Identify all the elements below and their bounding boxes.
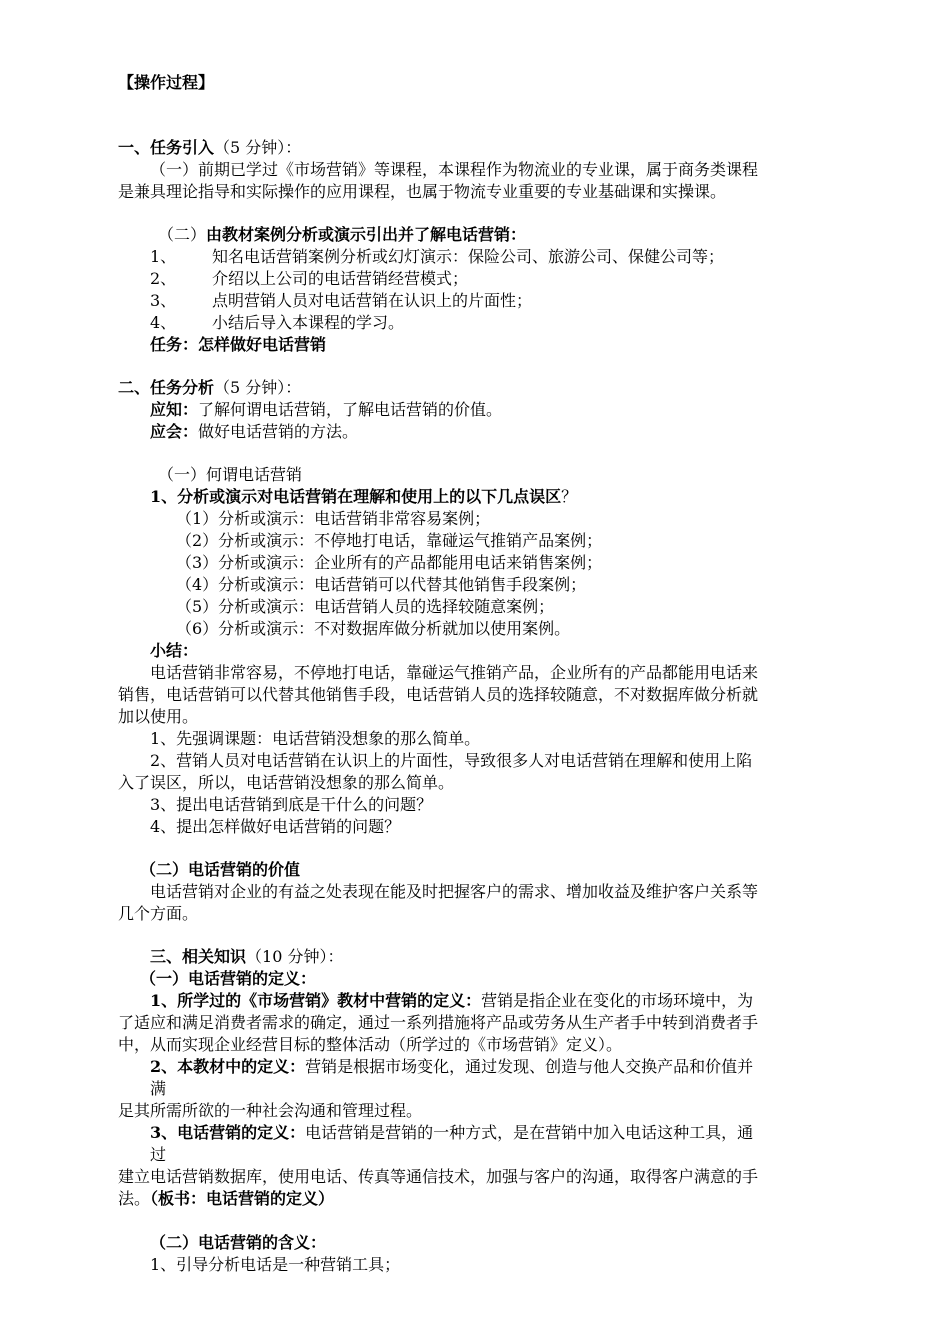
case-item: （5）分析或演示：电话营销人员的选择较随意案例； [176,597,555,616]
definition-label: 2、本教材中的定义： [150,1057,306,1076]
list-item [150,291,532,311]
point-item: 1、先强调课题：电话营销没想象的那么简单。 [150,729,481,748]
paragraph-line: 入了误区，所以，电话营销没想象的那么简单。 [118,773,455,792]
list-item-number: 2、 [150,269,177,288]
subsection-heading: （二）电话营销的含义： [150,1233,327,1252]
list-item-number: 3、 [150,291,177,310]
section-1-title: 一、任务引入 [118,138,215,157]
paragraph-line: 加以使用。 [118,707,199,726]
paragraph-line: 过 [150,1145,167,1164]
question-text: 1、分析或演示对电话营销在理解和使用上的以下几点误区 [150,487,562,506]
section-header: 【操作过程】 [118,73,215,92]
subsection-title: 由教材案例分析或演示引出并了解电话营销： [206,225,527,244]
subsection-heading: （二）电话营销的价值 [140,860,301,879]
section-1-heading [118,138,301,158]
section-3-title: 三、相关知识 [150,947,247,966]
paragraph-text: 法。 [118,1189,151,1208]
paragraph-line: 电话营销非常容易，不停地打电话，靠碰运气推销产品，企业所有的产品都能用电话来 [150,663,759,682]
case-item: （1）分析或演示：电话营销非常容易案例； [176,509,491,528]
list-item-number: 1、 [150,247,177,266]
subsection-heading: （一）电话营销的定义： [140,969,317,988]
definition-text: 营销是根据市场变化，通过发现、创造与他人交换产品和价值并 [305,1057,754,1076]
subsection-number: （二） [158,225,207,244]
section-2-title: 二、任务分析 [118,378,215,397]
know-label: 应知： [150,400,199,419]
definition-text: 营销是指企业在变化的市场环境中，为 [481,991,754,1010]
board-note: （板书：电话营销的定义） [150,1189,335,1208]
list-item-number: 4、 [150,313,177,332]
paragraph-line: 了适应和满足消费者需求的确定，通过一系列措施将产品或劳务从生产者手中转到消费者手 [118,1013,759,1032]
point-item: 2、营销人员对电话营销在认识上的片面性，导致很多人对电话营销在理解和使用上陷 [150,751,753,770]
definition-label: 3、电话营销的定义： [150,1123,306,1142]
definition-line [150,991,753,1011]
paragraph-line: 销售，电话营销可以代替其他销售手段，电话营销人员的选择较随意，不对数据库做分析就 [118,685,759,704]
section-1-time: （5 分钟）： [214,138,302,157]
can-line [150,422,358,442]
section-3-heading [150,947,343,967]
definition-text: 电话营销是营销的一种方式，是在营销中加入电话这种工具，通 [305,1123,754,1142]
question-line [150,487,577,507]
paragraph-line: 满 [150,1079,167,1098]
paragraph-line: 几个方面。 [118,904,199,923]
list-item-text: 点明营销人员对电话营销在认识上的片面性； [212,291,533,310]
list-item [150,269,468,289]
case-item: （2）分析或演示：不停地打电话，靠碰运气推销产品案例； [176,531,603,550]
list-item [150,247,724,267]
task-statement: 任务：怎样做好电话营销 [150,335,327,354]
definition-line [150,1123,753,1143]
definition-line [150,1057,753,1077]
section-2-heading [118,378,301,398]
point-item: 1、引导分析电话是一种营销工具； [150,1255,401,1274]
know-line [150,400,502,420]
point-item: 3、提出电话营销到底是干什么的问题？ [150,795,433,814]
paragraph-line: （一）前期已学过《市场营销》等课程，本课程作为物流业的专业课，属于商务类课程 [150,160,759,179]
paragraph-line: 中，从而实现企业经营目标的整体活动（所学过的《市场营销》定义）。 [118,1035,623,1054]
know-text: 了解何谓电话营销，了解电话营销的价值。 [198,400,503,419]
point-item: 4、提出怎样做好电话营销的问题？ [150,817,401,836]
subsection-heading [158,225,526,245]
can-text: 做好电话营销的方法。 [198,422,359,441]
case-item: （4）分析或演示：电话营销可以代替其他销售手段案例； [176,575,587,594]
list-item-text: 小结后导入本课程的学习。 [212,313,405,332]
section-2-time: （5 分钟）： [214,378,302,397]
list-item-text: 知名电话营销案例分析或幻灯演示：保险公司、旅游公司、保健公司等； [212,247,725,266]
list-item [150,313,404,333]
subsection-heading: （一）何谓电话营销 [158,465,303,484]
paragraph-line [118,1189,334,1209]
summary-label: 小结： [150,641,199,660]
can-label: 应会： [150,422,199,441]
paragraph-line: 是兼具理论指导和实际操作的应用课程，也属于物流专业重要的专业基础课和实操课。 [118,182,727,201]
paragraph-line: 建立电话营销数据库，使用电话、传真等通信技术，加强与客户的沟通，取得客户满意的手 [118,1167,759,1186]
question-mark: ？ [561,487,578,506]
case-item: （3）分析或演示：企业所有的产品都能用电话来销售案例； [176,553,603,572]
paragraph-line: 电话营销对企业的有益之处表现在能及时把握客户的需求、增加收益及维护客户关系等 [150,882,759,901]
section-3-time: （10 分钟）： [246,947,344,966]
case-item: （6）分析或演示：不对数据库做分析就加以使用案例。 [176,619,571,638]
paragraph-line: 足其所需所欲的一种社会沟通和管理过程。 [118,1101,423,1120]
definition-label: 1、所学过的《市场营销》教材中营销的定义： [150,991,482,1010]
list-item-text: 介绍以上公司的电话营销经营模式； [212,269,469,288]
